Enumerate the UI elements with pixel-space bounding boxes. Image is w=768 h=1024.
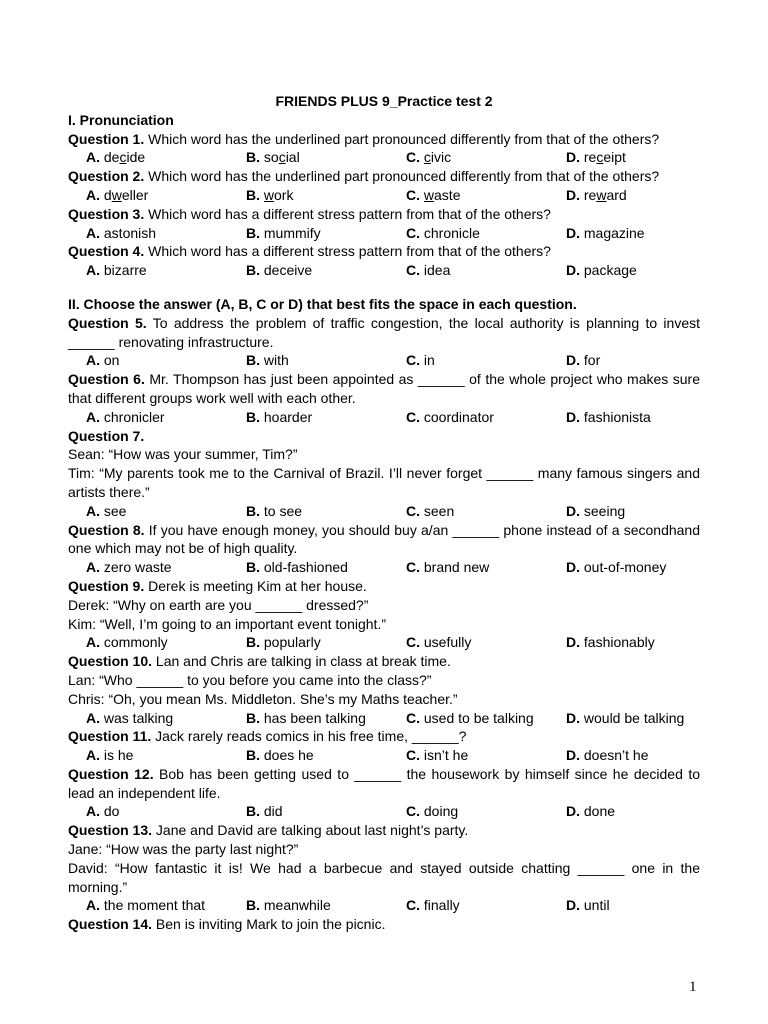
option-b: [246, 408, 406, 427]
question-stem: [68, 167, 700, 186]
option-letter: C.: [406, 559, 420, 576]
option-text: coordinator: [420, 408, 494, 425]
answer-options: [68, 633, 700, 652]
question-text: Ben is inviting Mark to join the picnic.: [152, 916, 386, 933]
option-letter: A.: [86, 352, 100, 369]
option-letter: B.: [246, 186, 260, 203]
answer-options: [68, 802, 700, 821]
option-text: d: [100, 186, 112, 203]
option-text: ide: [126, 149, 146, 166]
option-c: [406, 633, 566, 652]
option-b: [246, 148, 406, 167]
option-text: hoarder: [260, 408, 313, 425]
dialogue-line: Sean: “How was your summer, Tim?”: [68, 446, 298, 463]
option-text: ard: [606, 186, 627, 203]
option-letter: A.: [86, 747, 100, 764]
question-label: Question 11.: [68, 728, 152, 745]
option-text: the moment that: [100, 897, 206, 914]
question-text: Jack rarely reads comics in his free time, ______?: [151, 728, 467, 745]
option-text: zero waste: [100, 559, 172, 576]
option-letter: B.: [246, 224, 260, 241]
option-letter: D.: [566, 634, 580, 651]
question-stem: [68, 521, 700, 559]
option-c: [406, 408, 566, 427]
dialogue-line: David: “How fantastic it is! We had a barbecue and stayed outside chatting ______ one in the morning.”: [68, 859, 700, 895]
option-b: [246, 802, 406, 821]
dialogue-line: Derek: “Why on earth are you ______ dressed?”: [68, 596, 369, 613]
question-1: [68, 130, 700, 168]
option-letter: C.: [406, 634, 420, 651]
answer-options: [68, 351, 700, 370]
question-stem: [68, 427, 700, 446]
question-9: [68, 577, 700, 652]
option-d: [566, 558, 666, 577]
option-d: [566, 224, 645, 243]
question-label: Question 8.: [68, 521, 145, 538]
answer-options: [68, 896, 700, 915]
option-text: ivic: [430, 149, 452, 166]
option-letter: A.: [86, 502, 100, 519]
question-label: Question 9.: [68, 577, 145, 594]
question-text: Jane and David are talking about last night’s party.: [152, 822, 469, 839]
option-d: [566, 896, 610, 915]
option-b: [246, 746, 406, 765]
option-letter: A.: [86, 186, 100, 203]
option-text: mummify: [260, 224, 321, 241]
question-11: [68, 727, 700, 765]
option-b: [246, 351, 406, 370]
option-letter: D.: [566, 709, 580, 726]
question-label: Question 12.: [68, 765, 154, 782]
dialogue-line: Tim: “My parents took me to the Carnival of Brazil. I’ll never forget ______ many famous singers and artists there.”: [68, 465, 700, 500]
question-text: Which word has a different stress pattern from that of the others?: [144, 205, 551, 222]
question-stem: [68, 652, 700, 671]
answer-options: [68, 224, 700, 243]
question-label: Question 7.: [68, 427, 145, 444]
answer-options: [68, 709, 700, 728]
option-c: [406, 802, 566, 821]
option-c: [406, 896, 566, 915]
option-letter: D.: [566, 897, 580, 914]
option-text: aste: [434, 186, 461, 203]
option-text: deceive: [260, 262, 313, 279]
option-text: idea: [420, 262, 451, 279]
option-text: did: [260, 803, 283, 820]
option-a: [86, 408, 246, 427]
question-stem: [68, 727, 700, 746]
underlined-letter: c: [596, 149, 604, 166]
option-text: used to be talking: [420, 709, 534, 726]
option-letter: C.: [406, 747, 420, 764]
option-text: to see: [260, 502, 303, 519]
option-text: isn’t he: [420, 747, 469, 764]
answer-options: [68, 746, 700, 765]
question-label: Question 2.: [68, 168, 145, 185]
option-text: bizarre: [100, 262, 147, 279]
option-text: popularly: [260, 634, 321, 651]
option-b: [246, 896, 406, 915]
option-letter: D.: [566, 262, 580, 279]
option-b: [246, 502, 406, 521]
option-letter: C.: [406, 502, 420, 519]
option-letter: A.: [86, 559, 100, 576]
option-d: [566, 351, 600, 370]
question-label: Question 10.: [68, 653, 153, 670]
option-text: for: [580, 352, 601, 369]
option-letter: D.: [566, 803, 580, 820]
option-a: [86, 709, 246, 728]
option-text: doing: [420, 803, 459, 820]
option-d: [566, 261, 637, 280]
question-12: [68, 765, 700, 821]
document-page: [68, 92, 700, 934]
section-grammar-vocabulary: [68, 295, 700, 934]
option-letter: B.: [246, 352, 260, 369]
option-letter: C.: [406, 408, 420, 425]
option-a: [86, 633, 246, 652]
option-a: [86, 746, 246, 765]
question-2: [68, 167, 700, 205]
option-text: on: [100, 352, 120, 369]
option-text: chronicle: [420, 224, 480, 241]
option-text: seen: [420, 502, 455, 519]
option-text: ial: [285, 149, 300, 166]
option-text: so: [260, 149, 279, 166]
option-letter: B.: [246, 149, 260, 166]
option-text: does he: [260, 747, 314, 764]
option-text: ork: [274, 186, 294, 203]
option-text: was talking: [100, 709, 174, 726]
question-text: Which word has the underlined part pronounced differently from that of the others?: [144, 168, 660, 185]
option-text: re: [580, 149, 597, 166]
option-letter: A.: [86, 408, 100, 425]
question-7: [68, 427, 700, 521]
answer-options: [68, 186, 700, 205]
option-letter: B.: [246, 897, 260, 914]
option-letter: B.: [246, 747, 260, 764]
option-letter: A.: [86, 803, 100, 820]
option-b: [246, 261, 406, 280]
option-letter: D.: [566, 559, 580, 576]
option-b: [246, 709, 406, 728]
option-c: [406, 351, 566, 370]
option-letter: B.: [246, 709, 260, 726]
question-13: [68, 821, 700, 915]
option-a: [86, 148, 246, 167]
option-text: has been talking: [260, 709, 366, 726]
option-d: [566, 802, 615, 821]
dialogue-line: Kim: “Well, I’m going to an important event tonight.”: [68, 615, 386, 632]
option-letter: C.: [406, 352, 420, 369]
option-d: [566, 502, 625, 521]
option-letter: D.: [566, 408, 580, 425]
answer-options: [68, 261, 700, 280]
document-title: FRIENDS PLUS 9_Practice test 2: [275, 93, 493, 109]
option-text: package: [580, 262, 637, 279]
option-a: [86, 896, 246, 915]
question-stem: [68, 242, 700, 261]
option-text: done: [580, 803, 616, 820]
question-stem: [68, 577, 700, 596]
question-text: Mr. Thompson has just been appointed as ______ of the whole project who makes sure that different groups work well with each other.: [68, 371, 701, 406]
option-text: in: [420, 352, 435, 369]
option-letter: C.: [406, 262, 420, 279]
option-letter: D.: [566, 747, 580, 764]
question-8: [68, 521, 700, 577]
option-c: [406, 709, 566, 728]
option-a: [86, 224, 246, 243]
section-heading: II. Choose the answer (A, B, C or D) that best fits the space in each question.: [68, 295, 577, 312]
option-text: out-of-money: [580, 559, 667, 576]
section-spacer: [68, 280, 700, 295]
underlined-letter: c: [423, 149, 431, 166]
question-label: Question 1.: [68, 130, 145, 147]
question-text: Derek is meeting Kim at her house.: [144, 577, 367, 594]
option-letter: A.: [86, 224, 100, 241]
underlined-letter: w: [111, 186, 122, 203]
option-text: brand new: [420, 559, 490, 576]
question-label: Question 6.: [68, 371, 145, 388]
option-letter: D.: [566, 149, 580, 166]
question-label: Question 13.: [68, 822, 153, 839]
question-5: [68, 314, 700, 370]
question-stem: [68, 130, 700, 149]
question-14: [68, 915, 700, 934]
option-text: do: [100, 803, 120, 820]
underlined-letter: c: [119, 149, 127, 166]
option-letter: A.: [86, 149, 100, 166]
option-b: [246, 186, 406, 205]
answer-options: [68, 558, 700, 577]
question-4: [68, 242, 700, 280]
option-text: astonish: [100, 224, 157, 241]
question-label: Question 4.: [68, 243, 145, 260]
option-text: old-fashioned: [260, 559, 348, 576]
question-text: Which word has a different stress pattern from that of the others?: [144, 243, 551, 260]
option-letter: B.: [246, 408, 260, 425]
option-letter: D.: [566, 502, 580, 519]
option-c: [406, 558, 566, 577]
question-stem: [68, 314, 700, 352]
option-b: [246, 633, 406, 652]
option-b: [246, 558, 406, 577]
option-letter: C.: [406, 803, 420, 820]
option-text: usefully: [420, 634, 472, 651]
question-stem: [68, 370, 700, 408]
option-text: fashionably: [580, 634, 655, 651]
option-text: with: [260, 352, 289, 369]
question-text: To address the problem of traffic congestion, the local authority is planning to invest ______ renovating infrastructure.: [68, 314, 701, 350]
question-stem: [68, 765, 700, 803]
answer-options: [68, 502, 700, 521]
answer-options: [68, 148, 700, 167]
option-letter: C.: [406, 709, 420, 726]
section-pronunciation: [68, 111, 700, 280]
option-d: [566, 186, 627, 205]
option-a: [86, 186, 246, 205]
option-b: [246, 224, 406, 243]
option-c: [406, 224, 566, 243]
option-letter: D.: [566, 186, 580, 203]
underlined-letter: w: [423, 186, 435, 203]
option-text: until: [580, 897, 610, 914]
question-label: Question 3.: [68, 205, 145, 222]
option-d: [566, 709, 684, 728]
option-text: doesn’t he: [580, 747, 649, 764]
option-text: is he: [100, 747, 134, 764]
option-letter: A.: [86, 709, 100, 726]
option-text: fashionista: [580, 408, 651, 425]
option-c: [406, 746, 566, 765]
underlined-letter: w: [263, 186, 275, 203]
option-letter: B.: [246, 502, 260, 519]
underlined-letter: w: [596, 186, 607, 203]
option-text: chronicler: [100, 408, 165, 425]
option-d: [566, 408, 651, 427]
option-letter: C.: [406, 149, 420, 166]
option-text: see: [100, 502, 127, 519]
option-c: [406, 261, 566, 280]
option-text: re: [580, 186, 597, 203]
option-letter: D.: [566, 352, 580, 369]
option-a: [86, 802, 246, 821]
option-c: [406, 502, 566, 521]
option-a: [86, 502, 246, 521]
option-c: [406, 148, 566, 167]
dialogue-line: Lan: “Who ______ to you before you came into the class?”: [68, 671, 432, 688]
option-text: meanwhile: [260, 897, 331, 914]
option-d: [566, 148, 626, 167]
question-text: Lan and Chris are talking in class at break time.: [152, 653, 451, 670]
option-letter: B.: [246, 634, 260, 651]
option-text: eller: [121, 186, 149, 203]
option-a: [86, 261, 246, 280]
dialogue-line: Chris: “Oh, you mean Ms. Middleton. She’s my Maths teacher.”: [68, 690, 458, 707]
option-text: seeing: [580, 502, 626, 519]
page-number: 1: [689, 979, 697, 995]
option-letter: C.: [406, 224, 420, 241]
question-3: [68, 205, 700, 243]
option-letter: A.: [86, 634, 100, 651]
question-text: If you have enough money, you should buy a/an ______ phone instead of a secondhand one which may not be of high quality.: [68, 521, 700, 557]
question-stem: [68, 821, 700, 840]
question-text: Bob has been getting used to ______ the housework by himself since he decided to lead an independent life.: [68, 765, 700, 801]
option-text: de: [100, 149, 120, 166]
question-stem: [68, 205, 700, 224]
option-a: [86, 558, 246, 577]
option-c: [406, 186, 566, 205]
option-text: eipt: [603, 149, 626, 166]
option-letter: C.: [406, 186, 420, 203]
option-d: [566, 746, 649, 765]
underlined-letter: c: [278, 149, 286, 166]
option-text: commonly: [100, 634, 168, 651]
option-letter: B.: [246, 559, 260, 576]
question-6: [68, 370, 700, 426]
option-letter: A.: [86, 897, 100, 914]
option-letter: B.: [246, 262, 260, 279]
option-letter: A.: [86, 262, 100, 279]
option-letter: C.: [406, 897, 420, 914]
section-heading: I. Pronunciation: [68, 111, 174, 128]
option-letter: B.: [246, 803, 260, 820]
option-a: [86, 351, 246, 370]
question-stem: [68, 915, 700, 934]
option-text: finally: [420, 897, 460, 914]
question-text: Which word has the underlined part pronounced differently from that of the others?: [144, 130, 660, 147]
question-label: Question 14.: [68, 916, 153, 933]
question-10: [68, 652, 700, 727]
option-d: [566, 633, 655, 652]
dialogue-line: Jane: “How was the party last night?”: [68, 841, 299, 858]
option-text: would be talking: [580, 709, 685, 726]
option-text: magazine: [580, 224, 645, 241]
option-letter: D.: [566, 224, 580, 241]
question-label: Question 5.: [68, 314, 147, 331]
answer-options: [68, 408, 700, 427]
